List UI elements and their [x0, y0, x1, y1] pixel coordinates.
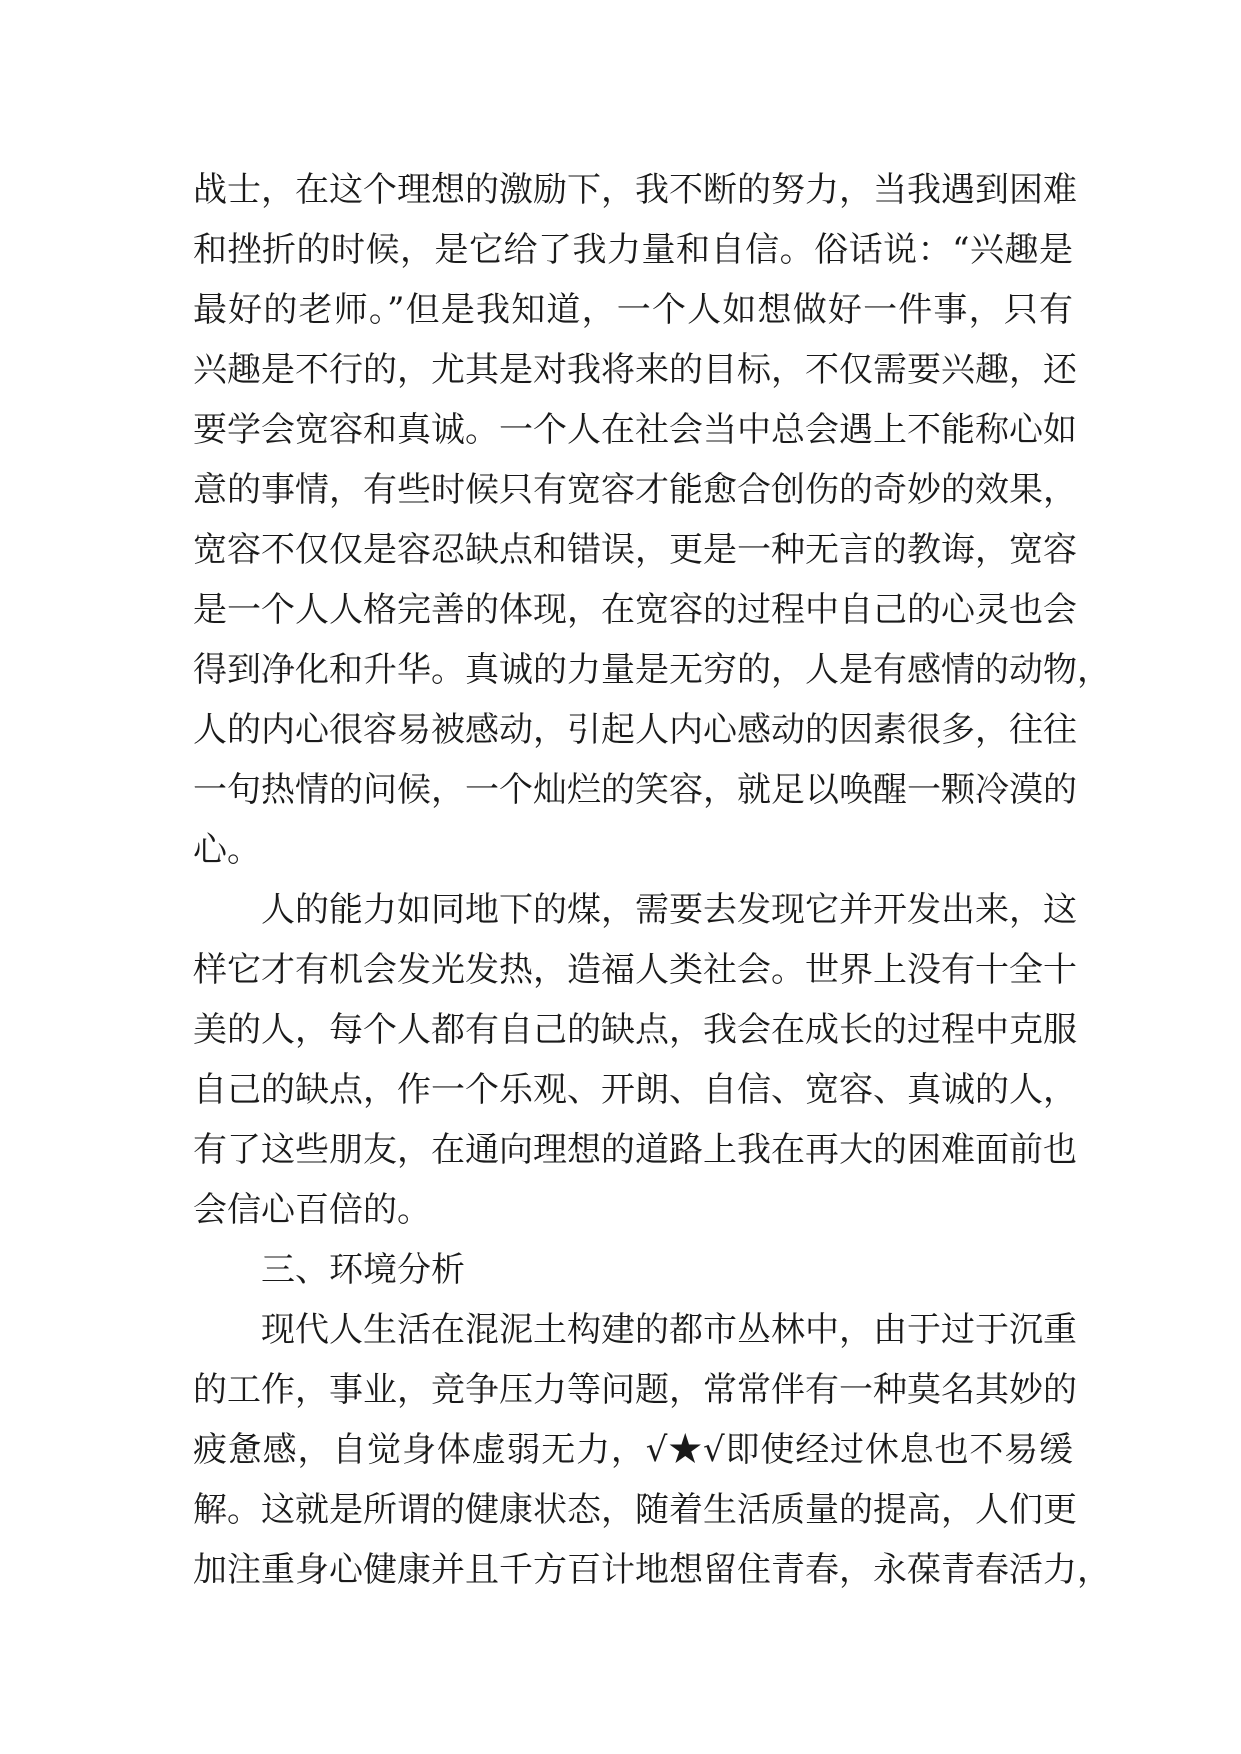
text-line: 一句热情的问候，一个灿烂的笑容，就足以唤醒一颗冷漠的 — [193, 770, 1077, 810]
paragraph-first-line: 人的能力如同地下的煤，需要去发现它并开发出来，这 — [261, 890, 1077, 930]
text-line: 疲惫感，自觉身体虚弱无力，√★√即使经过休息也不易缓 — [193, 1430, 1073, 1470]
document-body — [193, 160, 1111, 1600]
text-line: 加注重身心健康并且千方百计地想留住青春，永葆青春活力， — [193, 1550, 1111, 1590]
text-line: 要学会宽容和真诚。一个人在社会当中总会遇上不能称心如 — [193, 410, 1077, 450]
text-line: 解。这就是所谓的健康状态，随着生活质量的提高，人们更 — [193, 1490, 1077, 1530]
text-line: 心。 — [193, 830, 261, 870]
paragraph-first-line: 现代人生活在混泥土构建的都市丛林中，由于过于沉重 — [261, 1310, 1077, 1350]
text-line: 兴趣是不行的，尤其是对我将来的目标，不仅需要兴趣，还 — [193, 350, 1077, 390]
text-line: 的工作，事业，竞争压力等问题，常常伴有一种莫名其妙的 — [193, 1370, 1077, 1410]
text-line: 宽容不仅仅是容忍缺点和错误，更是一种无言的教诲，宽容 — [193, 530, 1077, 570]
section-heading: 三、环境分析 — [261, 1250, 465, 1290]
text-line: 会信心百倍的。 — [193, 1190, 431, 1230]
text-line: 有了这些朋友，在通向理想的道路上我在再大的困难面前也 — [193, 1130, 1077, 1170]
text-line: 和挫折的时候，是它给了我力量和自信。俗话说：“兴趣是 — [193, 230, 1073, 270]
text-line: 自己的缺点，作一个乐观、开朗、自信、宽容、真诚的人， — [193, 1070, 1077, 1110]
text-line: 意的事情，有些时候只有宽容才能愈合创伤的奇妙的效果， — [193, 470, 1077, 510]
text-line: 美的人，每个人都有自己的缺点，我会在成长的过程中克服 — [193, 1010, 1077, 1050]
text-line: 战士，在这个理想的激励下，我不断的努力，当我遇到困难 — [193, 170, 1077, 210]
text-line: 得到净化和升华。真诚的力量是无穷的，人是有感情的动物， — [193, 650, 1111, 690]
text-line: 最好的老师。”但是我知道，一个人如想做好一件事，只有 — [193, 290, 1073, 330]
text-line: 是一个人人格完善的体现，在宽容的过程中自己的心灵也会 — [193, 590, 1077, 630]
text-line: 人的内心很容易被感动，引起人内心感动的因素很多，往往 — [193, 710, 1077, 750]
text-line: 样它才有机会发光发热，造福人类社会。世界上没有十全十 — [193, 950, 1077, 990]
